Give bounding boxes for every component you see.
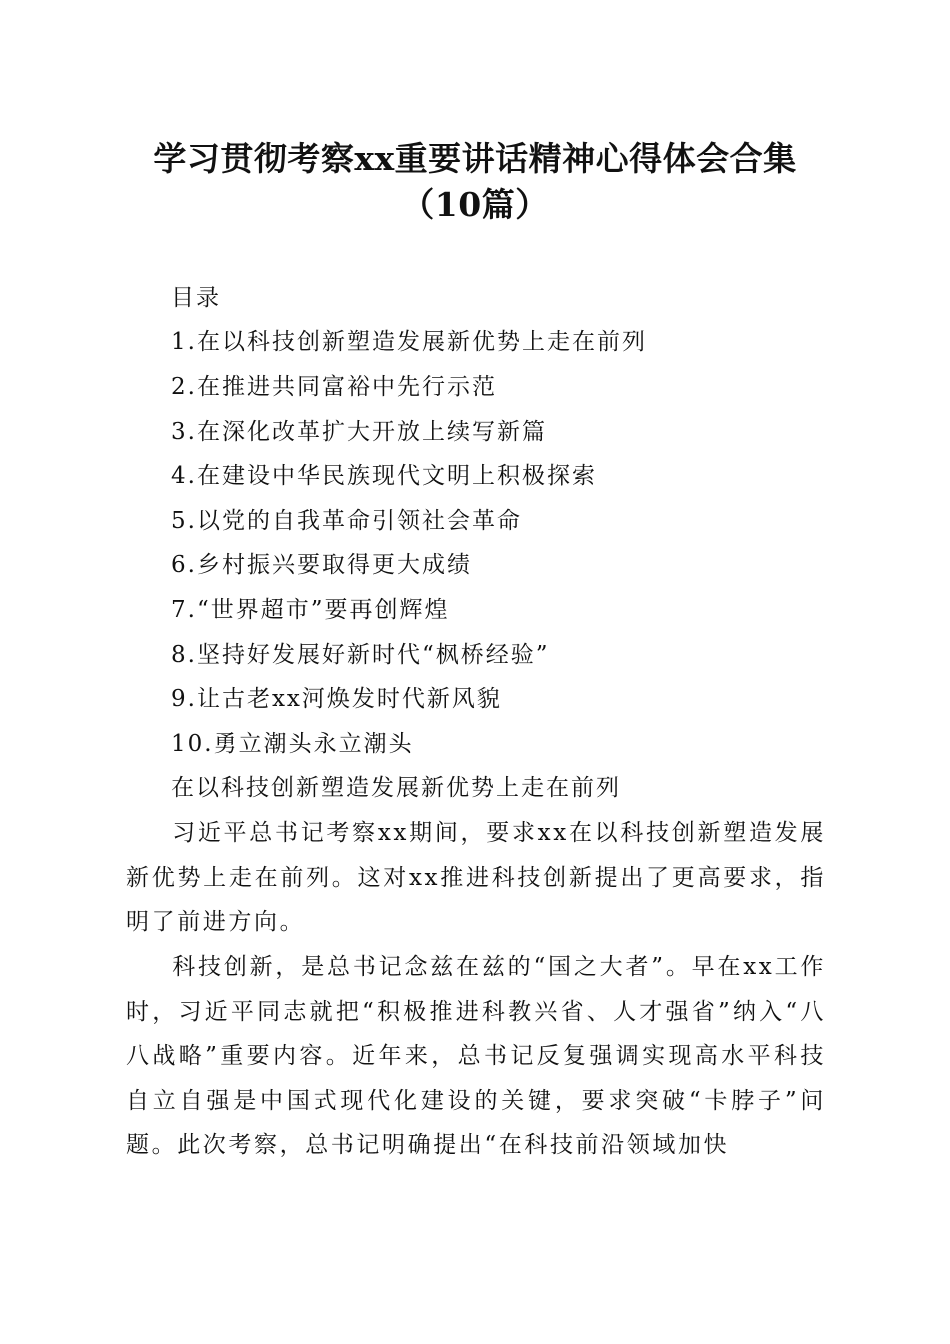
paragraph-text: 科技创新，是总书记念兹在兹的“国之大者”。早在xx工作时，习近平同志就把“积极推进科教兴省、人才强省”纳入“八八战略”重要内容。近年来，总书记反复强调实现高水平科技自立自强是中国式现代化建设的关键，要求突破“卡脖子”问题。此次考察，总书记明确提出“在科技前沿领域加快 [126, 954, 826, 1158]
paragraph-text: 习近平总书记考察xx期间，要求xx在以科技创新塑造发展新优势上走在前列。这对xx推进科技创新提出了更高要求，指明了前进方向。 [126, 820, 826, 935]
toc-item: 1.在以科技创新塑造发展新优势上走在前列 [171, 329, 647, 355]
toc-item: 9.让古老xx河焕发时代新风貌 [171, 686, 502, 712]
toc-item: 3.在深化改革扩大开放上续写新篇 [171, 419, 547, 445]
section-title: 在以科技创新塑造发展新优势上走在前列 [171, 775, 621, 801]
toc-item: 5.以党的自我革命引领社会革命 [171, 508, 522, 534]
toc-item: 7.“世界超市”要再创辉煌 [171, 597, 450, 623]
toc-item: 2.在推进共同富裕中先行示范 [171, 374, 497, 400]
body-paragraph [126, 811, 826, 945]
document-title: 学习贯彻考察xx重要讲话精神心得体会合集 [153, 139, 797, 178]
document-title-count: （10篇） [401, 185, 549, 224]
toc-item: 6.乡村振兴要取得更大成绩 [171, 552, 472, 578]
toc-item: 8.坚持好发展好新时代“枫桥经验” [171, 642, 550, 668]
toc-heading: 目录 [171, 285, 221, 311]
toc-item: 4.在建设中华民族现代文明上积极探索 [171, 463, 597, 489]
body-paragraph [126, 945, 826, 1168]
toc-item: 10.勇立潮头永立潮头 [171, 731, 414, 757]
